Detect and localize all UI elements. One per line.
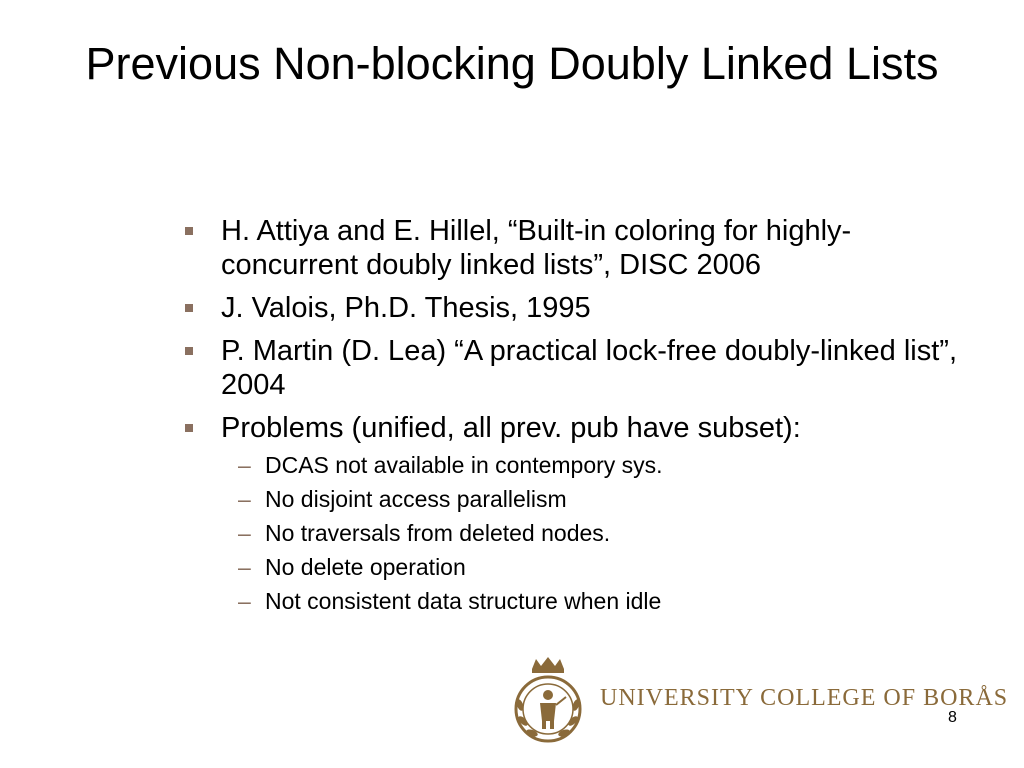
dash-bullet-icon: – [238,554,251,580]
square-bullet-icon [185,304,193,312]
sub-bullet-item [178,486,978,513]
university-logo [510,655,1009,745]
sub-bullet-list [178,452,978,615]
bullet-item [178,214,978,282]
sub-bullet-text: No delete operation [265,554,466,580]
square-bullet-icon [185,227,193,235]
sub-bullet-text: No traversals from deleted nodes. [265,520,611,546]
sub-bullet-item [178,452,978,479]
bullet-item [178,411,978,445]
sub-bullet-text: Not consistent data structure when idle [265,588,662,614]
bullet-item [178,291,978,325]
square-bullet-icon [185,347,193,355]
square-bullet-icon [185,424,193,432]
sub-bullet-text: DCAS not available in contempory sys. [265,452,663,478]
sub-bullet-item [178,554,978,581]
university-crest-icon [510,655,586,745]
bullet-text: P. Martin (D. Lea) “A practical lock-free doubly-linked list”, 2004 [221,335,958,401]
bullet-text: J. Valois, Ph.D. Thesis, 1995 [221,292,591,324]
dash-bullet-icon: – [238,486,251,512]
sub-bullet-item [178,520,978,547]
bullet-item [178,334,978,402]
university-name: UNIVERSITY COLLEGE OF BORÅS [600,685,1009,711]
bullet-text: Problems (unified, all prev. pub have subset): [221,412,801,444]
dash-bullet-icon: – [238,452,251,478]
sub-bullet-item [178,588,978,615]
sub-bullet-text: No disjoint access parallelism [265,486,567,512]
bullet-list [178,214,978,622]
dash-bullet-icon: – [238,588,251,614]
slide-title: Previous Non-blocking Doubly Linked Lists [85,38,939,89]
page-number: 8 [948,709,957,726]
dash-bullet-icon: – [238,520,251,546]
bullet-text: H. Attiya and E. Hillel, “Built-in coloring for highly-concurrent doubly linked lists”, DISC 2006 [221,215,852,281]
